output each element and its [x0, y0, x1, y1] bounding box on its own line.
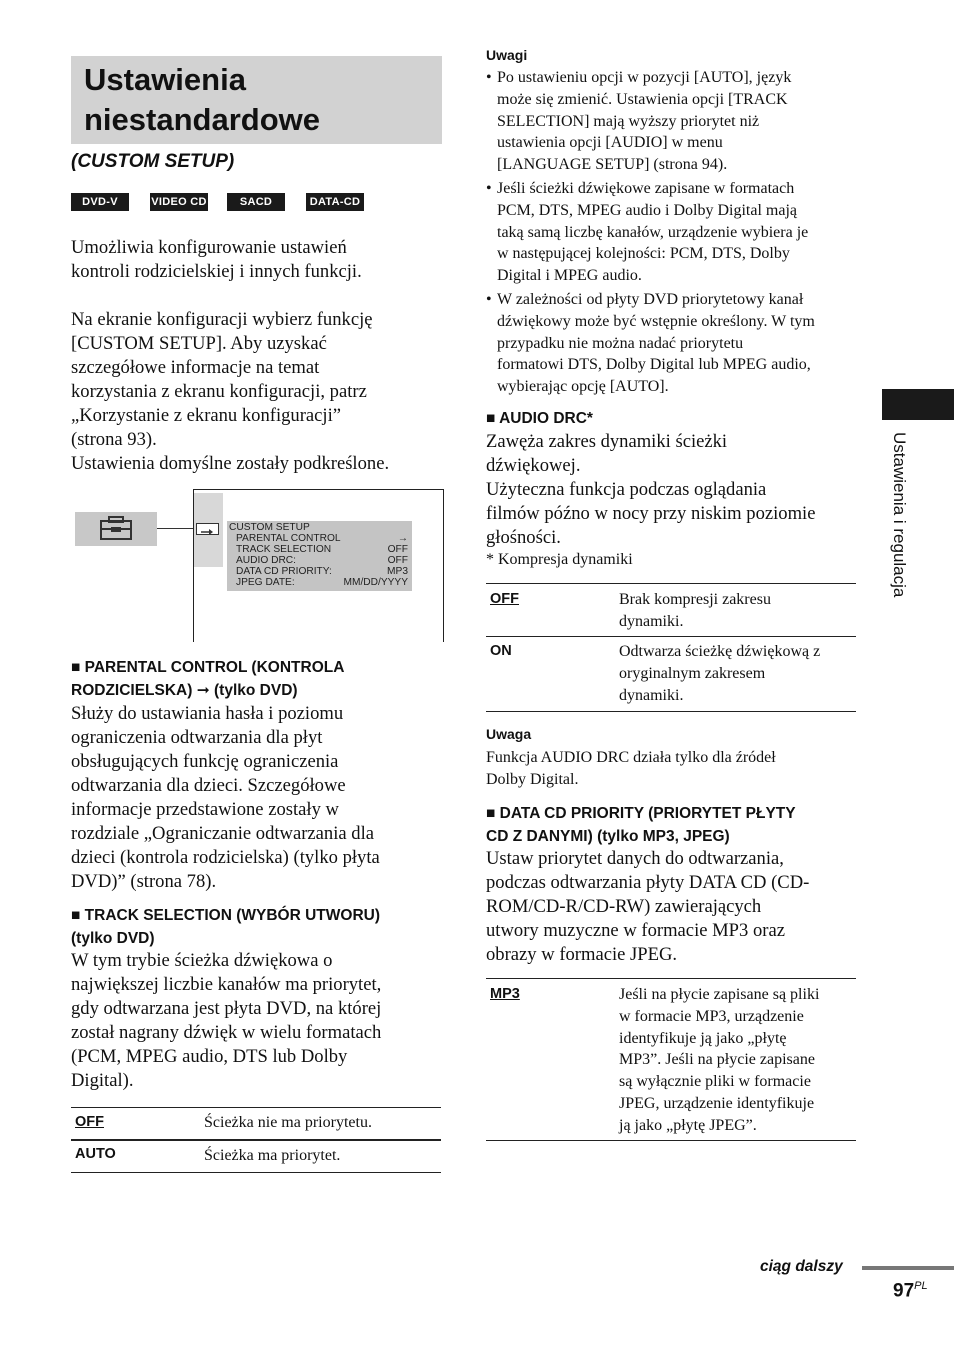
sacd-logo: SACD	[227, 193, 285, 211]
datacd-body: Ustaw priorytet danych do odtwarzania, podczas odtwarzania płyty DATA CD (CD- ROM/CD-R/CD-RW) zawierających utwory muzyczne w formacie MP3 oraz obrazy w formacie JPEG.	[486, 848, 810, 965]
menu-header: CUSTOM SETUP	[229, 522, 310, 533]
arrow-right-icon	[197, 527, 218, 537]
list-item: • W zależności od płyty DVD priorytetowy kanał dźwiękowy może być wstępnie określony. W tym przypadku nie można nadać priorytetu formatowi DTS, Dolby Digital lub MPEG audio, wybierając opcję [AUTO].	[486, 289, 866, 398]
table-row: AUTO Ścieżka ma priorytet.	[71, 1139, 441, 1172]
page-title: Ustawienia niestandardowe	[84, 62, 320, 137]
continued-label: ciąg dalszy	[760, 1258, 843, 1275]
dvd-v-logo: DVD-V	[71, 193, 129, 211]
page-number: $97^{PL}$	[893, 1280, 928, 1302]
custom-setup-menu	[227, 521, 412, 591]
menu-row[interactable]: JPEG DATE: MM/DD/YYYY	[236, 577, 408, 588]
toolbox-icon-box	[75, 512, 157, 546]
drc-footnote: * Kompresja dynamiki	[486, 551, 633, 568]
table-row: ON Odtwarza ścieżkę dźwiękową z oryginalnym zakresem dynamiki.	[486, 636, 856, 711]
table-row: MP3 Jeśli na płycie zapisane są pliki w formacie MP3, urządzenie identyfikuje ją jako „płytę MP3”. Jeśli na płycie zapisane są wyłącznie pliki w formacie JPEG, urządzenie identyfikuje ją jako „płytę JPEG”.	[490, 986, 820, 1134]
datacd-heading: ■ DATA CD PRIORITY (PRIORYTET PŁYTY CD Z DANYMI) (tylko MP3, JPEG)	[486, 805, 796, 845]
intro-text: Umożliwia konfigurowanie ustawień kontroli rodzicielskiej i innych funkcji.	[71, 237, 362, 282]
track-heading: ■ TRACK SELECTION (WYBÓR UTWORU) (tylko DVD)	[71, 907, 381, 947]
parental-heading: ■ PARENTAL CONTROL (KONTROLA RODZICIELSKA) ➞ (tylko DVD)	[71, 659, 345, 699]
menu-row[interactable]: PARENTAL CONTROL →	[236, 533, 408, 544]
notes-heading: Uwagi	[486, 47, 528, 63]
track-table	[71, 1107, 441, 1173]
drc-note-heading: Uwaga	[486, 726, 532, 742]
parental-body: Służy do ustawiania hasła i poziomu ograniczenia odtwarzania dla płyt obsługujących funkcję ograniczenia odtwarzania dla dzieci. Szczegółowe informacje przedstawione zostały w rozdziale „Ograniczanie odtwarzania dla dzieci (kontrola rodzicielska) (tylko płyta DVD)” (strona 78).	[71, 703, 380, 892]
section-tab	[882, 389, 954, 420]
page-subtitle: (CUSTOM SETUP)	[71, 151, 235, 172]
table-row: OFF Ścieżka nie ma priorytetu.	[75, 1114, 372, 1131]
menu-row[interactable]: AUDIO DRC: OFF	[236, 555, 408, 566]
drc-note: Funkcja AUDIO DRC działa tylko dla źródeł Dolby Digital.	[486, 749, 776, 788]
drc-heading: ■ AUDIO DRC*	[486, 410, 593, 427]
drc-body: Zawęża zakres dynamiki ścieżki dźwiękowej. Użyteczna funkcja podczas oglądania filmów późno w nocy przy niskim poziomie głośności.	[486, 431, 816, 548]
datacd-table	[486, 978, 856, 1141]
connector-line	[157, 528, 197, 529]
title-box	[71, 56, 442, 144]
drc-table	[486, 583, 856, 712]
data-cd-logo: DATA-CD	[306, 193, 364, 211]
list-item: • Po ustawieniu opcji w pozycji [AUTO], język może się zmienić. Ustawienia opcji [TRACK SELECTION] mają wyższy priorytet niż ustawienia opcji [AUDIO] w menu [LANGUAGE SETUP] (strona 94).	[486, 67, 866, 176]
list-item: • Jeśli ścieżki dźwiękowe zapisane w formatach PCM, DTS, MPEG audio i Dolby Digital mają taką samą liczbę kanałów, urządzenie wybiera je w następującej kolejności: PCM, DTS, Dolby Digital i MPEG audio.	[486, 178, 866, 287]
track-body: W tym trybie ścieżka dźwiękowa o największej liczbie kanałów ma priorytet, gdy odtwarzana jest płyta DVD, na której został nagrany dźwięk w wielu formatach (PCM, MPEG audio, DTS lub Dolby Digital).	[71, 950, 382, 1091]
toolbox-icon	[75, 512, 157, 546]
selected-icon-marker	[196, 523, 219, 535]
menu-row[interactable]: TRACK SELECTION OFF	[236, 544, 408, 555]
menu-row[interactable]: DATA CD PRIORITY: MP3	[236, 566, 408, 577]
continued-line	[862, 1266, 954, 1270]
notes-list	[486, 67, 866, 398]
table-row: OFF Brak kompresji zakresu dynamiki.	[490, 591, 771, 630]
instructions-text: Na ekranie konfiguracji wybierz funkcję [CUSTOM SETUP]. Aby uzyskać szczegółowe informacje na temat korzystania z ekranu konfiguracji, patrz „Korzystanie z ekranu konfiguracji” (strona 93). Ustawienia domyślne zostały podkreślone.	[71, 309, 390, 474]
side-section-label: Ustawienia i regulacja	[890, 432, 909, 598]
video-cd-logo: VIDEO CD	[150, 193, 208, 211]
